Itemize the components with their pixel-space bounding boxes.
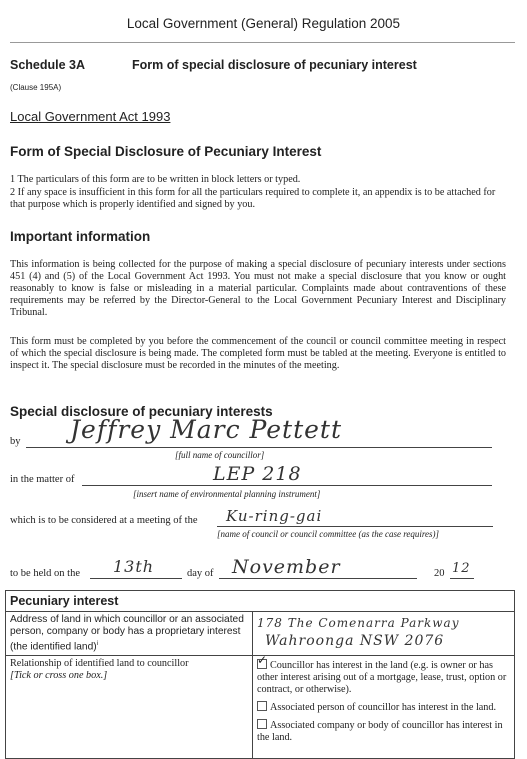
planning-instrument-field[interactable]: LEP 218 [213,463,302,485]
relationship-option[interactable] [257,659,510,696]
instruction-1: 1 The particulars of this form are to be written in block letters or typed. [10,174,301,185]
important-paragraph-1: This information is being collected for the purpose of making a special disclosure of pecuniary interests under sections 451 (4) and (5) of the Local Government Act 1993. You must not make a special disclosure that you know or ought reasonably to know is false or misleading in a material particular. Complaints made about contraventions of these requirements may be referred by the Director-General to the Local Government Pecuniary Interest and Disciplinary Tribunal. [10,259,506,318]
header-divider [10,42,515,43]
important-paragraph-2: This form must be completed by you before the commencement of the council or council committee meeting in respect of which the special disclosure is being made. The completed form must be tabled at the meeting. Everyone is entitled to inspect it. The special disclosure must be recorded in the minutes of the meeting. [10,336,506,371]
relationship-hint: [Tick or cross one box.] [10,670,108,682]
year-underline [450,578,474,579]
day-underline [90,578,182,579]
by-label: by [10,436,21,447]
relationship-option-text: Associated company or body of councillor has interest in the land. [257,720,503,744]
address-label-cell [6,612,253,656]
month-underline [219,578,417,579]
form-title: Form of Special Disclosure of Pecuniary Interest [10,144,322,159]
address-label: Address of land in which councillor or an associated person, company or body has a proprietary interest (the identified land) [10,614,244,653]
council-name-field[interactable]: Ku-ring-gai [226,507,323,525]
land-address-line-1[interactable]: 178 The Comenarra Parkway [257,616,460,630]
pecuniary-heading: Pecuniary interest [10,594,119,608]
meeting-day-field[interactable]: 13th [113,557,155,576]
day-of-label: day of [187,568,214,579]
act-title: Local Government Act 1993 [10,109,171,124]
held-label: to be held on the [10,568,80,579]
relationship-option[interactable] [257,719,510,744]
by-caption: [full name of councillor] [175,450,265,460]
relationship-options-cell [253,656,515,759]
meeting-label: which is to be considered at a meeting of the [10,515,198,526]
meeting-underline [217,526,493,527]
by-underline [26,447,492,448]
year-prefix: 20 [434,568,445,579]
instruction-2: 2 If any space is insufficient in this form for all the particulars required to complete it, an appendix is to be attached for that purpose which is properly identified and signed by you. [10,187,496,210]
address-value-cell[interactable] [253,612,515,656]
meeting-year-field[interactable]: 12 [452,561,471,576]
meeting-month-field[interactable]: November [232,556,341,578]
pecuniary-interest-table [5,590,515,759]
relationship-option[interactable] [257,701,510,714]
matter-underline [82,485,492,486]
page-header-title: Local Government (General) Regulation 2005 [126,16,401,31]
relationship-option-text: Councillor has interest in the land (e.g. is owner or has other interest arising out of a mortgage, lease, trust, option or contract, or otherwise). [257,660,507,696]
important-heading: Important information [10,229,151,244]
disclosure-heading: Special disclosure of pecuniary interests [10,404,273,419]
land-address-line-2[interactable]: Wahroonga NSW 2076 [265,633,445,649]
relationship-option-text: Associated person of councillor has interest in the land. [270,702,497,714]
checkbox-icon[interactable] [257,701,267,711]
matter-caption: [insert name of environmental planning instrument] [133,489,321,499]
relationship-label: Relationship of identified land to councillor [10,658,189,670]
schedule-label: Schedule 3A [10,58,86,72]
checkbox-icon[interactable] [257,719,267,729]
schedule-title: Form of special disclosure of pecuniary interest [132,58,417,72]
pecuniary-heading-cell [6,591,515,612]
address-footnote: i [96,641,98,647]
matter-label: in the matter of [10,474,75,485]
clause-reference: (Clause 195A) [10,83,62,92]
councillor-name-field[interactable]: Jeffrey Marc Pettett [70,415,343,444]
checkbox-checked-icon[interactable] [257,659,267,669]
meeting-caption: [name of council or council committee (as the case requires)] [217,529,440,539]
relationship-label-cell [6,656,253,759]
